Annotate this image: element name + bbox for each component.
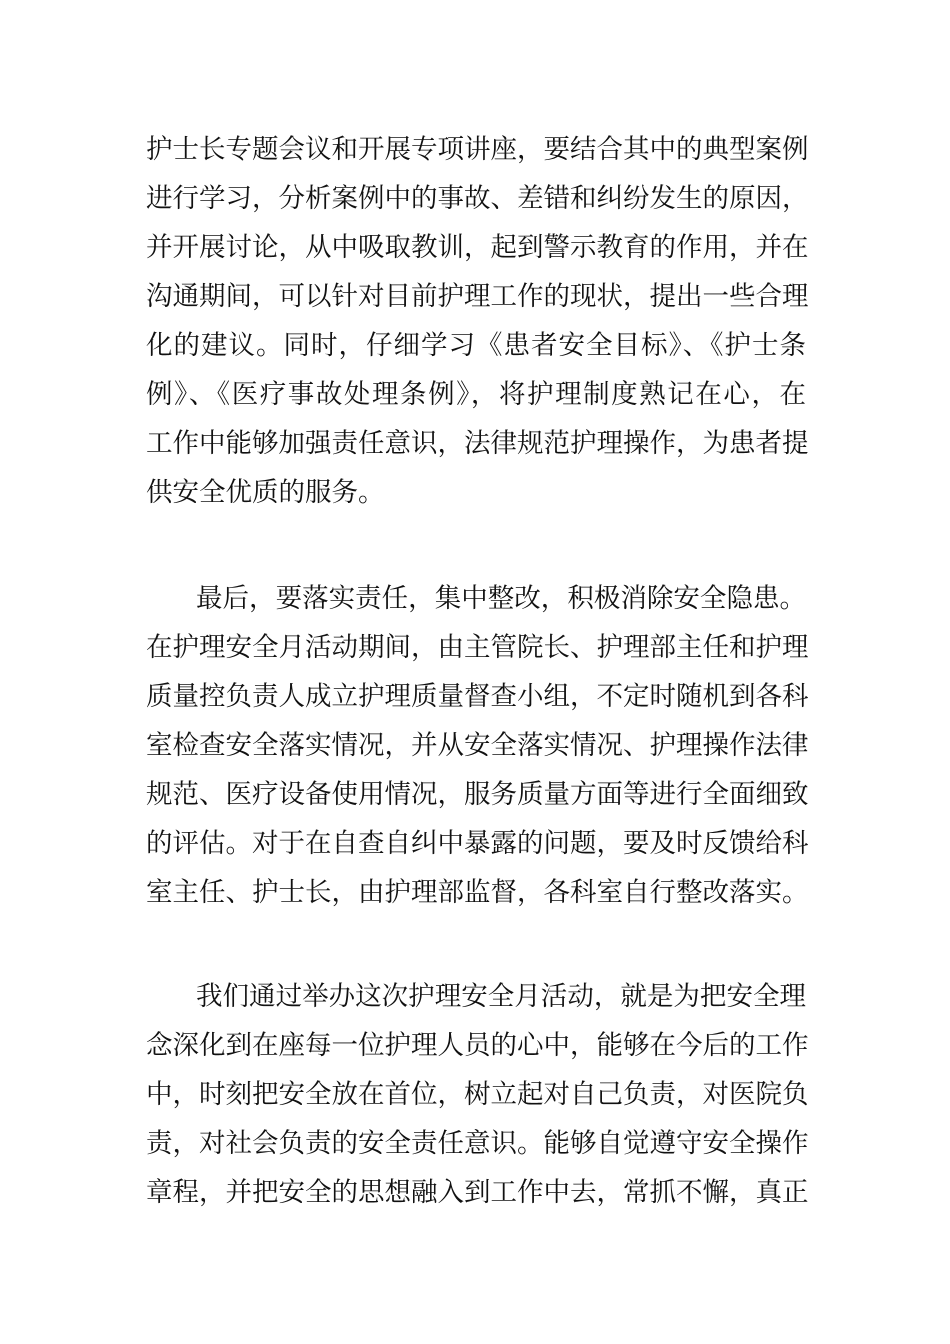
paragraph-2-line-6: 的评估。对于在自查自纠中暴露的问题，要及时反馈给科	[146, 828, 809, 859]
paragraph-2-line-2: 在护理安全月活动期间，由主管院长、护理部主任和护理	[146, 632, 809, 663]
paragraph-3-line-5: 章程，并把安全的思想融入到工作中去，常抓不懈，真正	[146, 1177, 809, 1208]
paragraph-2-line-3: 质量控负责人成立护理质量督查小组，不定时随机到各科	[146, 681, 809, 712]
paragraph-1-line-4: 沟通期间，可以针对目前护理工作的现状，提出一些合理	[146, 281, 809, 312]
paragraph-3-line-1: 我们通过举办这次护理安全月活动，就是为把安全理	[196, 981, 806, 1012]
paragraph-2-line-1: 最后，要落实责任，集中整改，积极消除安全隐患。	[196, 583, 806, 614]
paragraph-1-line-7: 工作中能够加强责任意识，法律规范护理操作，为患者提	[146, 428, 809, 459]
paragraph-1-line-6: 例》、《医疗事故处理条例》，将护理制度熟记在心，在	[146, 379, 806, 410]
paragraph-1-line-3: 并开展讨论，从中吸取教训，起到警示教育的作用，并在	[146, 232, 809, 263]
paragraph-3-line-3: 中，时刻把安全放在首位，树立起对自己负责，对医院负	[146, 1079, 809, 1110]
paragraph-1-line-1: 护士长专题会议和开展专项讲座，要结合其中的典型案例	[146, 134, 809, 165]
paragraph-2-line-7: 室主任、护士长，由护理部监督，各科室自行整改落实。	[146, 877, 809, 908]
paragraph-3-line-2: 念深化到在座每一位护理人员的心中，能够在今后的工作	[146, 1030, 809, 1061]
paragraph-1-line-8: 供安全优质的服务。	[146, 477, 385, 508]
paragraph-2-line-4: 室检查安全落实情况，并从安全落实情况、护理操作法律	[146, 730, 809, 761]
paragraph-2-line-5: 规范、医疗设备使用情况，服务质量方面等进行全面细致	[146, 779, 809, 810]
paragraph-3-line-4: 责，对社会负责的安全责任意识。能够自觉遵守安全操作	[146, 1128, 809, 1159]
paragraph-1-line-5: 化的建议。同时，仔细学习《患者安全目标》、《护士条	[146, 330, 806, 361]
paragraph-1-line-2: 进行学习，分析案例中的事故、差错和纠纷发生的原因，	[146, 183, 809, 214]
